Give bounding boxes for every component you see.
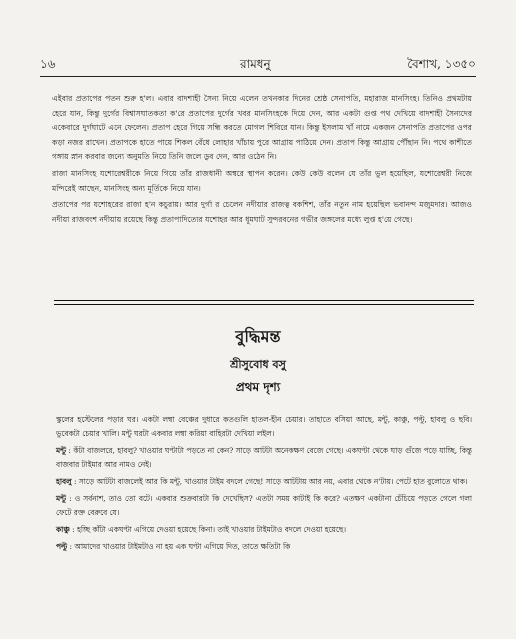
dialogue-text: ও সর্বনাশ, তাও তো বটে। একবার শুক্রবারটা কি দেখেছিস? এতটা সময় কাটাই কি করে? এতক্ষণ একটানা চেঁচিয়ে পড়তে গেলে গলা ফেটে রক্ত বেরুবে যে।: [56, 494, 472, 517]
article-body: [52, 92, 472, 229]
stage-direction: স্কুলের হস্টেলের পড়ার ঘর। একটা লম্বা বেঞ্চের দুধারে কতগুলি হাতল-হীন চেয়ার। তাহাতে বসিয়া আছে, মন্টু, কাঞ্চু, পল্টু, হাবলু ও ছবি। ভুবেকটা চেয়ার খালি। মন্টু ঘরটা একবার লম্বা করিয়া বাহিরটা দেখিয়া লইল।: [56, 415, 472, 438]
speaker: মন্টু: [56, 494, 66, 503]
speaker: কাঞ্চু: [56, 525, 70, 534]
article-paragraph: প্রতাপের পর যশোহরের রাজা হ'ন কচুরায়। আর দুর্গা র চেলেন নদীয়ার রাজত্ব বকশিশ, তাঁর নতুন নাম হয়েছিল ভবানন্দ মজুমদার। আজও নদীয়া রাজবংশ নদীয়ায় রয়েছে কিন্তু প্রতাপাদিত্যের যশোহর আর ধূমঘাট সুন্দরবনের গভীর জঙ্গলের মধ্যে লুপ্ত হ'য়ে গেছে।: [52, 200, 472, 224]
page-header: [40, 56, 476, 74]
scene-heading: প্রথম দৃশ্য: [235, 380, 281, 394]
play-text: [56, 413, 472, 557]
dialogue-line: পল্টু : আমাদের খাওয়ার টাইমটাও না হয় এক ঘণ্টা এগিয়ে দিত, তাতে ক্ষতিটা কি: [56, 542, 291, 551]
section-divider-bottom: [54, 304, 474, 305]
dialogue-line: মন্টু : ও সর্বনাশ, তাও তো বটে। একবার শুক্রবারটা কি দেখেছিস? এতটা সময় কাটাই কি করে? এতক্ষণ একটানা চেঁচিয়ে পড়তে গেলে গলা ফেটে রক্ত বেরুবে যে।: [56, 494, 472, 517]
speaker: মন্টু: [56, 446, 66, 455]
article-paragraph: এইবার প্রতাপের পতন শুরু হ'ল। এবার বাদশাহী সৈন্য নিয়ে এলেন তখনকার দিনের শ্রেষ্ঠ সেনাপতি, মহারাজ মানসিংহ। তিনিও প্রথমটায় হেরে যান, কিন্তু দুর্গের বিশ্বাসঘাতকতা ক'রে প্রতাপের দুর্গের খবর মানসিংহকে দিয়ে দেন, আর একটা গুপ্ত পথ দেখিয়ে বাদশাহী সৈন্যদের একেবারে দুর্গঘাটে এনে ফেলেন। প্রতাপ হেরে গিয়ে সন্ধি করতে মোগল শিবিরে যান। কিন্তু ইসলাম খাঁ নামে একজন সেনাপতি প্রতাপের ওপর কড়া নজর রাখেন। প্রতাপকে হাতে পায়ে শিকল বেঁধে লোহার খাঁচায় পুরে আগ্রায় পাঠিয়ে দেন। প্রতাপ কিন্তু আগ্রায় পৌঁছান নি। পথে কাশীতে গঙ্গায় স্নান করবার জন্যে অনুমতি নিয়ে তিনি জলে ডুব দেন, আর ওঠেন নি।: [52, 94, 472, 162]
speaker: হাবলু: [56, 477, 72, 486]
issue-date: বৈশাখ, ১৩৫০: [407, 57, 476, 71]
speaker: পল্টু: [56, 542, 68, 551]
play-author: শ্রীসুবোধ বসু: [230, 358, 286, 371]
header-rule: [40, 76, 476, 77]
section-divider-top: [54, 300, 474, 301]
dialogue-text: সাড়ে আটটা বাজলেই আর কি মন্টু, খাওয়ার টাইম বদলে গেছে! সাড়ে আটটায় আর নয়, এবার থেকে ন'টায়। পেটে হাত বুলোতে থাক।: [78, 477, 468, 486]
dialogue-text: কঁটা বাজলরে, হাবলু? খাওয়ার ঘণ্টাটা পড়তে না কেন? সাড়ে আটটা অনেকক্ষণ বেজে গেছে। একঘণ্টা থেকে ঘাড় গুঁজে পড়ে যাচ্ছি, কিন্তু বাজবার টাইমার আর নামও নেই।: [56, 446, 472, 469]
dialogue-line: হাবলু : সাড়ে আটটা বাজলেই আর কি মন্টু, খাওয়ার টাইম বদলে গেছে! সাড়ে আটটায় আর নয়, এবার থেকে ন'টায়। পেটে হাত বুলোতে থাক।: [56, 477, 468, 486]
dialogue-text: আমাদের খাওয়ার টাইমটাও না হয় এক ঘণ্টা এগিয়ে দিত, তাতে ক্ষতিটা কি: [74, 542, 291, 551]
dialogue-line: মন্টু : কঁটা বাজলরে, হাবলু? খাওয়ার ঘণ্টাটা পড়তে না কেন? সাড়ে আটটা অনেকক্ষণ বেজে গেছে। একঘণ্টা থেকে ঘাড় গুঁজে পড়ে যাচ্ছি, কিন্তু বাজবার টাইমার আর নামও নেই।: [56, 446, 472, 469]
article-paragraph: রাজা মানসিংহ যশোরেশ্বরীকে নিয়ে গিয়ে তাঁর রাজধানী অম্বরে স্থাপন করেন। কেউ কেউ বলেন যে তাঁর ভুল হয়েছিল, যশোরেশ্বরী নিজে মন্দিরেই আছেন, মানসিংহ অন্য মূর্তিকে নিয়ে যান।: [52, 168, 472, 193]
dialogue-text: হচ্ছি কাঁটা একঘণ্টা এগিয়ে দেওয়া হয়েছে কিনা। তাই খাওয়ার টাইমটাও বদলে দেওয়া হয়েছে।: [76, 525, 346, 534]
play-title: বুদ্ধিমন্ত: [235, 327, 281, 346]
dialogue-line: কাঞ্চু : হচ্ছি কাঁটা একঘণ্টা এগিয়ে দেওয়া হয়েছে কিনা। তাই খাওয়ার টাইমটাও বদলে দেওয়া হয়েছে।: [56, 525, 346, 534]
running-title: রামধনু: [240, 57, 271, 71]
page-number: ১৬: [40, 57, 56, 71]
